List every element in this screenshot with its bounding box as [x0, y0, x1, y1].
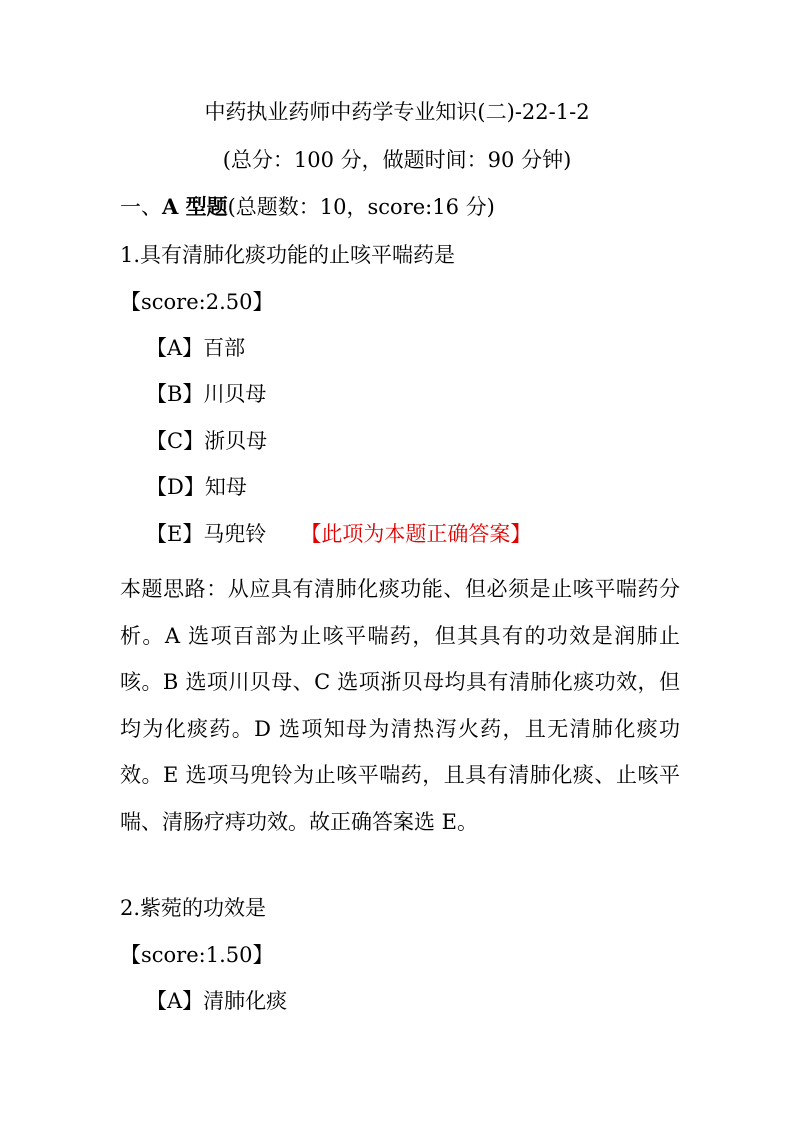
- document-subtitle: (总分：100 分，做题时间：90 分钟): [222, 148, 572, 172]
- option-label: 【C】: [146, 429, 205, 453]
- option-text: 百部: [203, 336, 246, 360]
- section-name: A 型题: [162, 194, 228, 219]
- section-prefix: 一、: [120, 195, 162, 219]
- question-2-score: 【score:1.50】: [120, 943, 274, 967]
- section-heading: [120, 192, 495, 222]
- question-2-option-a: [146, 986, 287, 1016]
- question-1-score: 【score:2.50】: [120, 290, 274, 314]
- option-text: 浙贝母: [204, 429, 268, 453]
- question-1-option-c: [146, 426, 267, 456]
- option-text: 川贝母: [203, 382, 267, 406]
- question-2-stem: 2.紫菀的功效是: [120, 896, 267, 920]
- option-label: 【B】: [146, 382, 204, 406]
- option-label: 【D】: [146, 475, 205, 499]
- option-text: 知母: [204, 475, 247, 499]
- correct-answer-flag: 【此项为本题正确答案】: [300, 522, 532, 546]
- option-text: 马兜铃: [203, 522, 267, 546]
- section-info: (总题数：10，score:16 分): [227, 195, 495, 219]
- option-label: 【A】: [146, 336, 204, 360]
- option-text: 清肺化痰: [203, 989, 288, 1013]
- document-title: 中药执业药师中药学专业知识(二)-22-1-2: [204, 100, 590, 124]
- question-1-option-d: [146, 472, 247, 502]
- question-1-option-b: [146, 379, 266, 409]
- question-1-stem: 1.具有清肺化痰功能的止咳平喘药是: [120, 243, 456, 267]
- question-1-option-e: [146, 519, 531, 549]
- option-label: 【E】: [146, 522, 204, 546]
- question-1-analysis: 本题思路：从应具有清肺化痰功能、但必须是止咳平喘药分析。A 选项百部为止咳平喘药，但其具有的功效是润肺止咳。B 选项川贝母、C 选项浙贝母均具有清肺化痰功效，但均为化痰药。D 选项知母为清热泻火药，且无清肺化痰功效。E 选项马兜铃为止咳平喘药，且具有清肺化痰、止咳平喘、清肠疗痔功效。故正确答案选 E。: [120, 577, 680, 834]
- option-label: 【A】: [146, 989, 204, 1013]
- question-1-option-a: [146, 333, 245, 363]
